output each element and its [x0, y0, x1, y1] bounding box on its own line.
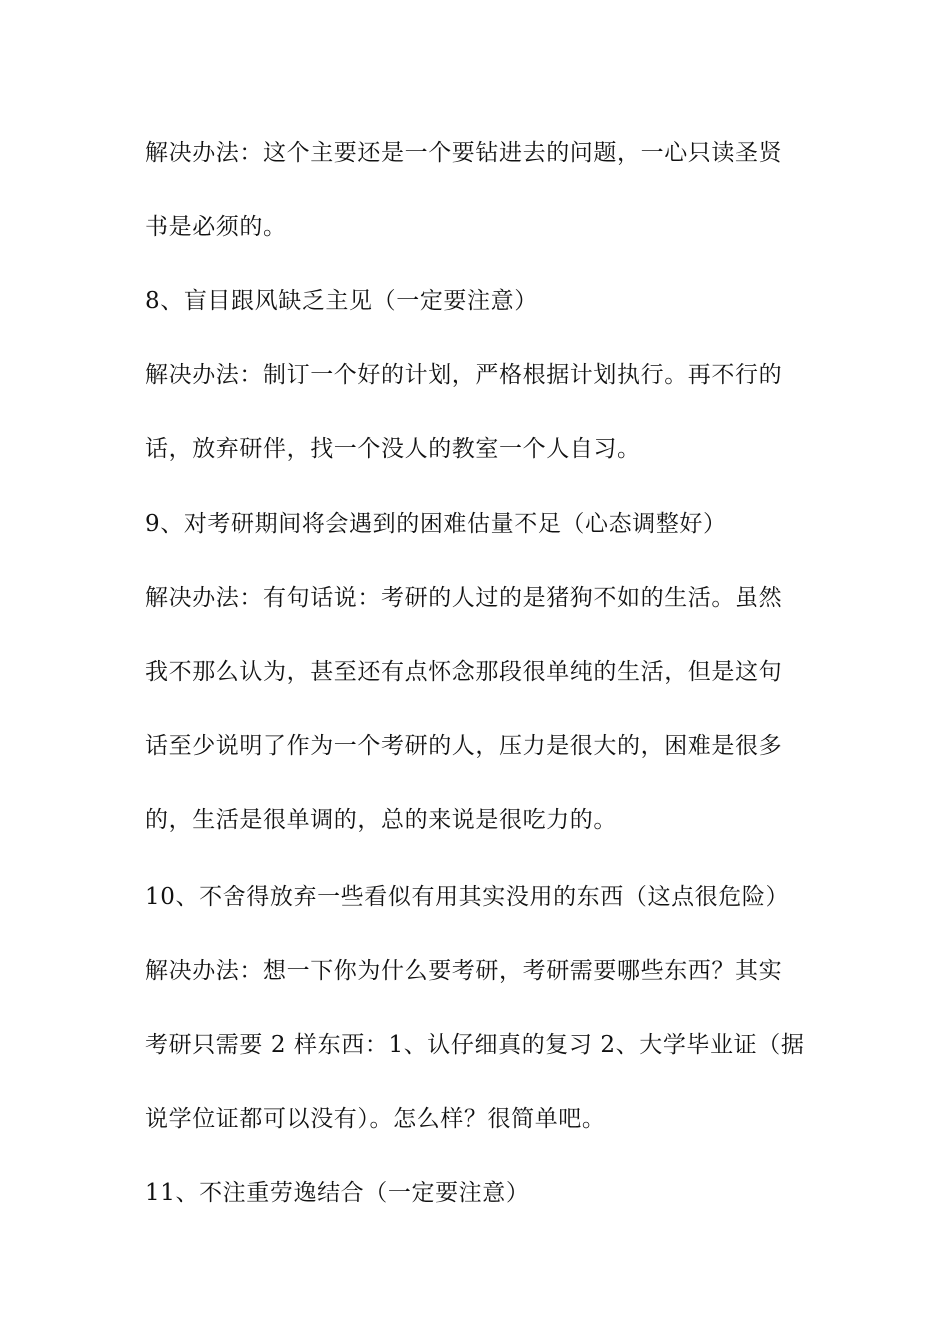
text-line: 解决办法：有句话说：考研的人过的是猪狗不如的生活。虽然 — [145, 585, 783, 611]
text-line: 我不那么认为，甚至还有点怀念那段很单纯的生活，但是这句 — [145, 659, 783, 685]
text-line: 解决办法：想一下你为什么要考研，考研需要哪些东西？其实 — [145, 958, 783, 984]
text-line: 解决办法：这个主要还是一个要钻进去的问题，一心只读圣贤 — [145, 140, 783, 166]
text-line: 考研只需要 2 样东西：1、认仔细真的复习 2、大学毕业证（据 — [145, 1032, 805, 1058]
text-line: 的，生活是很单调的，总的来说是很吃力的。 — [145, 807, 617, 833]
text-line: 书是必须的。 — [145, 214, 287, 240]
text-line: 解决办法：制订一个好的计划，严格根据计划执行。再不行的 — [145, 362, 783, 388]
section-heading: 9、对考研期间将会遇到的困难估量不足（心态调整好） — [145, 511, 727, 537]
section-heading: 8、盲目跟风缺乏主见（一定要注意） — [145, 288, 538, 314]
text-line: 话至少说明了作为一个考研的人，压力是很大的，困难是很多 — [145, 733, 783, 759]
text-line: 话，放弃研伴，找一个没人的教室一个人自习。 — [145, 436, 641, 462]
section-heading: 10、不舍得放弃一些看似有用其实没用的东西（这点很危险） — [145, 884, 790, 910]
text-line: 说学位证都可以没有）。怎么样？很简单吧。 — [145, 1106, 606, 1132]
section-heading: 11、不注重劳逸结合（一定要注意） — [145, 1180, 530, 1206]
